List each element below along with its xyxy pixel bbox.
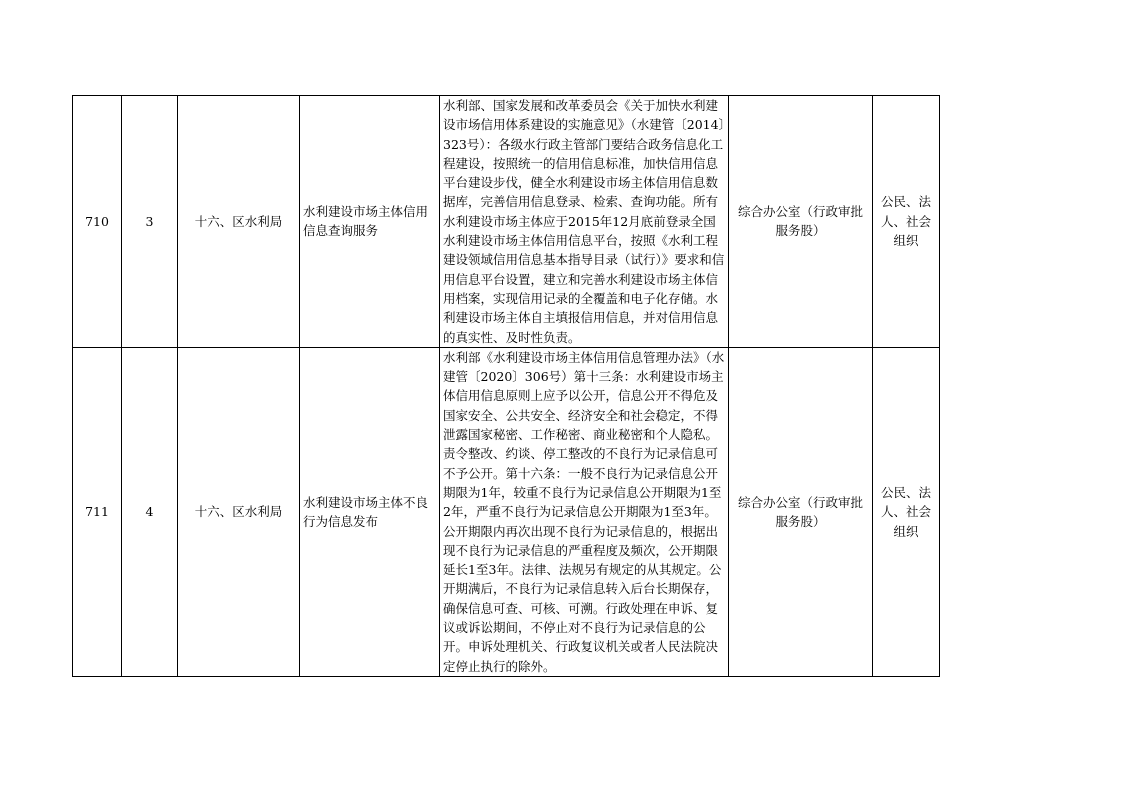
service-name: 水利建设市场主体不良行为信息发布 [300,347,440,676]
department: 十六、区水利局 [178,347,300,676]
row-number: 710 [73,96,122,348]
service-target: 公民、法人、社会组织 [873,96,940,348]
service-target: 公民、法人、社会组织 [873,347,940,676]
department: 十六、区水利局 [178,96,300,348]
row-sequence: 3 [122,96,178,348]
table-row [73,96,940,348]
row-sequence: 4 [122,347,178,676]
responsible-office: 综合办公室（行政审批服务股） [729,347,873,676]
service-name: 水利建设市场主体信用信息查询服务 [300,96,440,348]
service-list-table [72,95,940,677]
legal-basis: 水利部《水利建设市场主体信用信息管理办法》（水建管〔2020〕306号）第十三条：水利建设市场主体信用信息原则上应予以公开，信息公开不得危及国家安全、公共安全、经济安全和社会稳定，不得泄露国家秘密、工作秘密、商业秘密和个人隐私。责令整改、约谈、停工整改的不良行为记录信息可不予公开。第十六条：一般不良行为记录信息公开期限为1年，较重不良行为记录信息公开期限为1至2年，严重不良行为记录信息公开期限为1至3年。公开期限内再次出现不良行为记录信息的，根据出现不良行为记录信息的严重程度及频次，公开期限延长1至3年。法律、法规另有规定的从其规定。公开期满后，不良行为记录信息转入后台长期保存，确保信息可查、可核、可溯。行政处理在申诉、复议或诉讼期间，不停止对不良行为记录信息的公开。申诉处理机关、行政复议机关或者人民法院决定停止执行的除外。 [440,347,729,676]
responsible-office: 综合办公室（行政审批服务股） [729,96,873,348]
table-row [73,347,940,676]
legal-basis: 水利部、国家发展和改革委员会《关于加快水利建设市场信用体系建设的实施意见》（水建管〔2014〕323号）：各级水行政主管部门要结合政务信息化工程建设，按照统一的信用信息标准，加快信用信息平台建设步伐，健全水利建设市场主体信用信息数据库，完善信用信息登录、检索、查询功能。所有水利建设市场主体应于2015年12月底前登录全国水利建设市场主体信用信息平台，按照《水利工程建设领域信用信息基本指导目录（试行）》要求和信用信息平台设置，建立和完善水利建设市场主体信用档案，实现信用记录的全覆盖和电子化存储。水利建设市场主体自主填报信用信息，并对信用信息的真实性、及时性负责。 [440,96,729,348]
row-number: 711 [73,347,122,676]
